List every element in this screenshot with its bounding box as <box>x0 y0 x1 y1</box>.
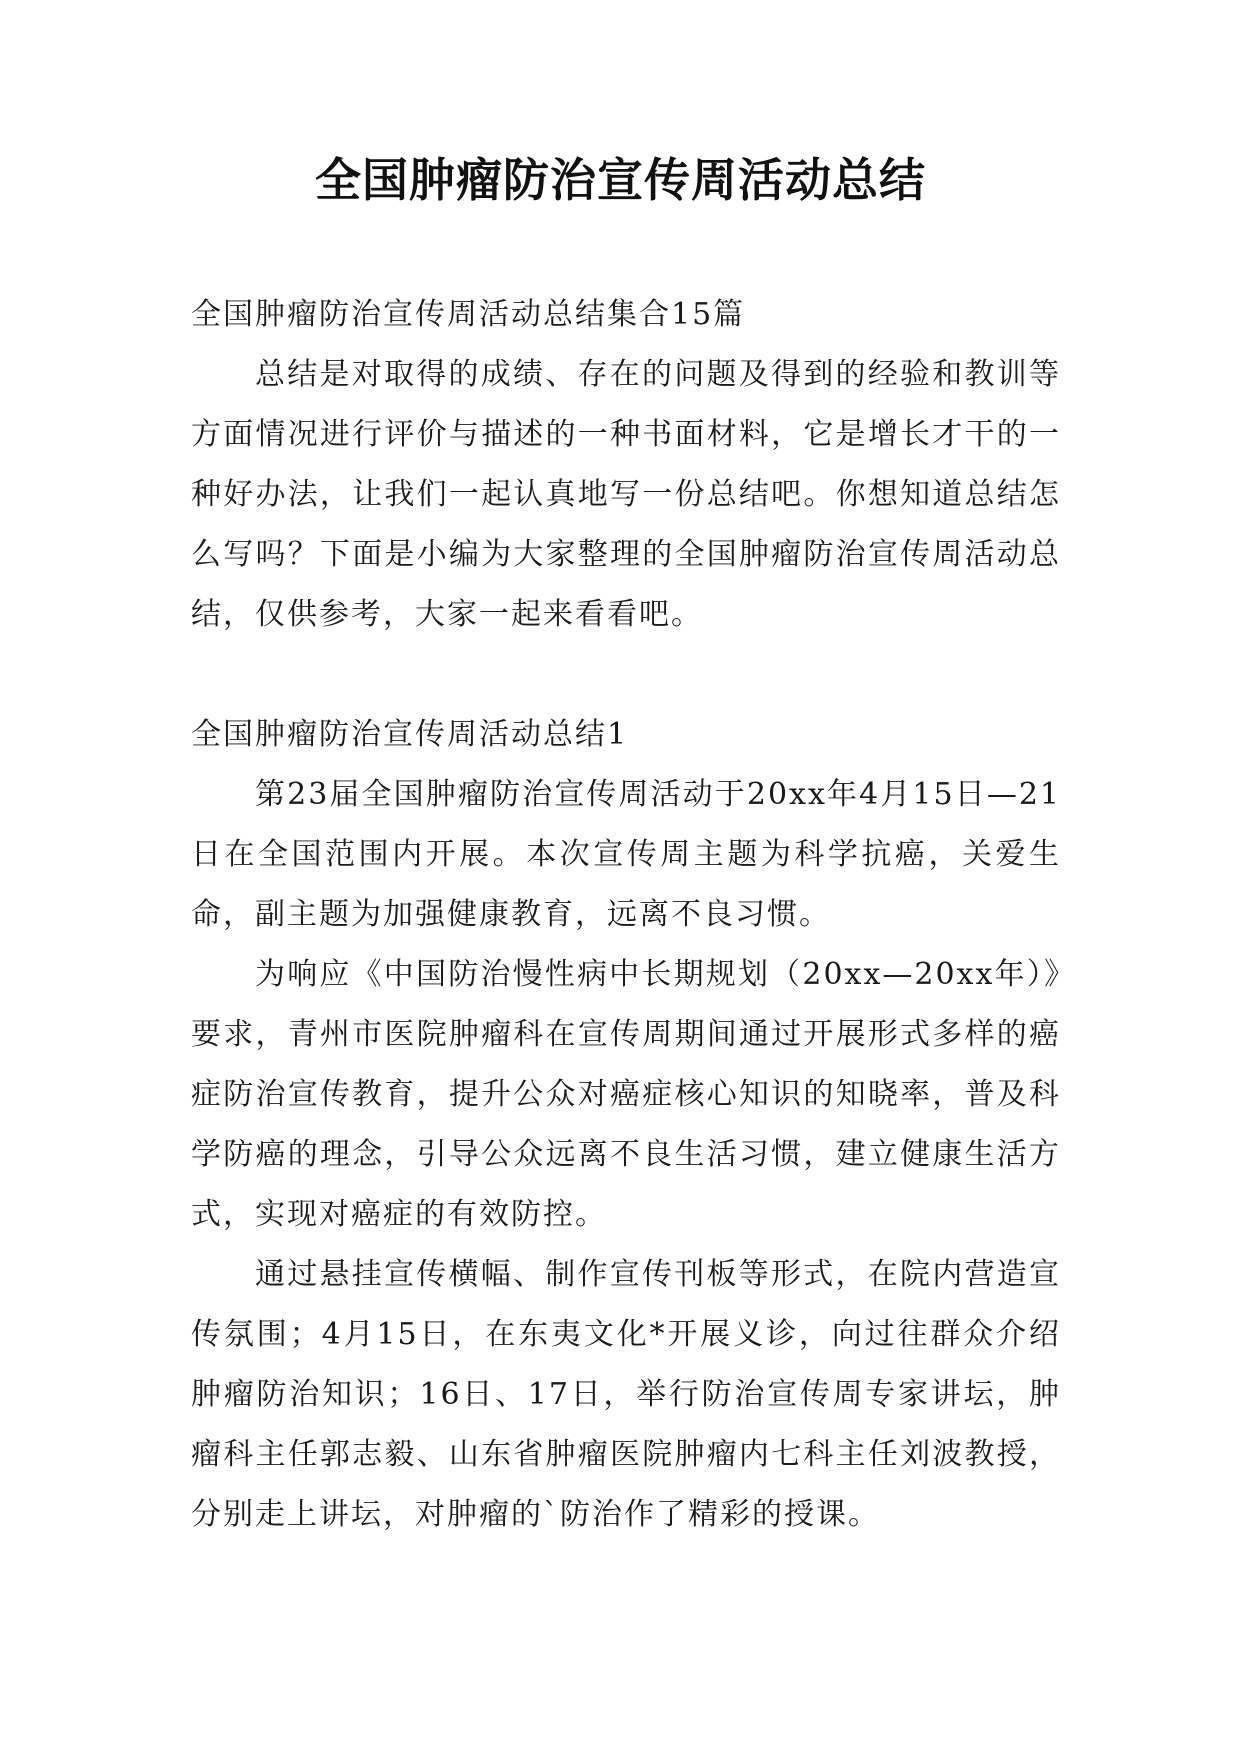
section-heading: 全国肿瘤防治宣传周活动总结1 <box>191 717 629 752</box>
body-paragraph: 为响应《中国防治慢性病中长期规划（20xx—20xx年）》要求，青州市医院肿瘤科在宣传周期间通过开展形式多样的癌症防治宣传教育，提升公众对癌症核心知识的知晓率，普及科学防癌的理念，引导公众远离不良生活习惯，建立健康生活方式，实现对癌症的有效防控。 <box>191 957 1061 1232</box>
body-paragraph: 第23届全国肿瘤防治宣传周活动于20xx年4月15日—21日在全国范围内开展。本次宣传周主题为科学抗癌，关爱生命，副主题为加强健康教育，远离不良习惯。 <box>191 777 1061 932</box>
intro-paragraph: 总结是对取得的成绩、存在的问题及得到的经验和教训等方面情况进行评价与描述的一种书面材料，它是增长才干的一种好办法，让我们一起认真地写一份总结吧。你想知道总结怎么写吗？下面是小编为大家整理的全国肿瘤防治宣传周活动总结，仅供参考，大家一起来看看吧。 <box>191 357 1061 632</box>
document-title: 全国肿瘤防治宣传周活动总结 <box>315 153 926 207</box>
document-subtitle: 全国肿瘤防治宣传周活动总结集合15篇 <box>191 297 746 332</box>
section-spacer <box>191 645 1061 705</box>
body-paragraph: 通过悬挂宣传横幅、制作宣传刊板等形式，在院内营造宣传氛围；4月15日，在东夷文化*开展义诊，向过往群众介绍肿瘤防治知识；16日、17日，举行防治宣传周专家讲坛，肿瘤科主任郭志毅、山东省肿瘤医院肿瘤内七科主任刘波教授，分别走上讲坛，对肿瘤的`防治作了精彩的授课。 <box>191 1257 1061 1532</box>
document-body <box>191 285 1061 1545</box>
